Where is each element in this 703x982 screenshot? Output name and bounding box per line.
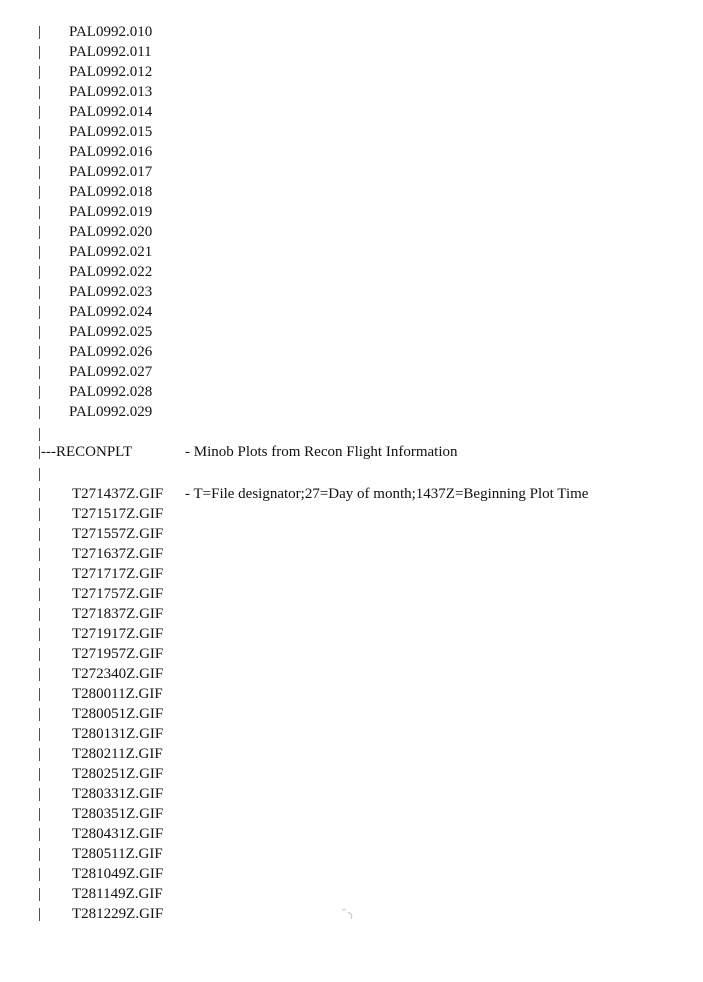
tree-connector: | [38, 846, 42, 862]
gif-file-name: T271557Z.GIF [72, 526, 164, 542]
tree-connector: | [38, 284, 42, 300]
tree-connector: | [38, 404, 42, 420]
tree-connector: | [38, 486, 42, 502]
tree-connector: | [38, 264, 42, 280]
gif-file-name: T271957Z.GIF [72, 646, 164, 662]
gif-file-name: T281149Z.GIF [72, 886, 163, 902]
tree-connector: | [38, 104, 42, 120]
recon-description: - Minob Plots from Recon Flight Information [185, 444, 458, 460]
pal-file-name: PAL0992.016 [69, 144, 153, 160]
tree-connector: | [38, 506, 42, 522]
tree-connector: | [38, 626, 42, 642]
tree-connector: | [38, 24, 42, 40]
pal-file-name: PAL0992.015 [69, 124, 153, 140]
gif-file-name: T271837Z.GIF [72, 606, 164, 622]
tree-connector: | [38, 164, 42, 180]
pal-file-name: PAL0992.025 [69, 324, 153, 340]
gif-file-name: T280131Z.GIF [72, 726, 164, 742]
gif-file-name: T280431Z.GIF [72, 826, 164, 842]
pal-file-name: PAL0992.018 [69, 184, 153, 200]
tree-connector: | [38, 84, 42, 100]
tree-connector: | [38, 786, 42, 802]
tree-connector: | [38, 586, 42, 602]
tree-connector: | [38, 606, 42, 622]
gif-naming-note: - T=File designator;27=Day of month;1437Z=Beginning Plot Time [185, 486, 589, 502]
tree-connector: | [38, 746, 42, 762]
scan-smudge [340, 906, 360, 922]
tree-connector: | [38, 826, 42, 842]
tree-connector: | [38, 666, 42, 682]
pal-file-name: PAL0992.024 [69, 304, 153, 320]
gif-file-name: T272340Z.GIF [72, 666, 164, 682]
gif-file-name: T280011Z.GIF [72, 686, 163, 702]
tree-connector: | [38, 426, 42, 442]
tree-connector: | [38, 64, 42, 80]
tree-connector: | [38, 144, 42, 160]
pal-file-name: PAL0992.013 [69, 84, 153, 100]
tree-connector: | [38, 384, 42, 400]
tree-connector: | [38, 364, 42, 380]
tree-connector: | [38, 546, 42, 562]
tree-connector: | [38, 646, 42, 662]
tree-connector: | [38, 324, 42, 340]
gif-file-name: T280331Z.GIF [72, 786, 164, 802]
tree-connector: | [38, 706, 42, 722]
tree-connector: | [38, 906, 42, 922]
tree-connector: | [38, 124, 42, 140]
pal-file-name: PAL0992.028 [69, 384, 153, 400]
pal-file-name: PAL0992.027 [69, 364, 153, 380]
pal-file-name: PAL0992.022 [69, 264, 153, 280]
pal-file-name: PAL0992.010 [69, 24, 153, 40]
tree-connector: | [38, 886, 42, 902]
tree-connector: | [38, 244, 42, 260]
tree-connector: | [38, 184, 42, 200]
gif-file-name: T271637Z.GIF [72, 546, 164, 562]
pal-file-name: PAL0992.029 [69, 404, 153, 420]
tree-connector: | [38, 806, 42, 822]
pal-file-name: PAL0992.014 [69, 104, 153, 120]
tree-connector: | [38, 766, 42, 782]
gif-file-name: T271717Z.GIF [72, 566, 164, 582]
pal-file-name: PAL0992.012 [69, 64, 153, 80]
pal-file-name: PAL0992.021 [69, 244, 153, 260]
tree-connector: | [38, 224, 42, 240]
tree-connector: | [38, 204, 42, 220]
recon-branch-label: |---RECONPLT [38, 444, 133, 460]
tree-connector: | [38, 866, 42, 882]
gif-file-name: T280051Z.GIF [72, 706, 164, 722]
pal-file-name: PAL0992.023 [69, 284, 153, 300]
pal-file-name: PAL0992.019 [69, 204, 153, 220]
pal-file-name: PAL0992.011 [69, 44, 152, 60]
gif-file-name: T280211Z.GIF [72, 746, 163, 762]
pal-file-name: PAL0992.017 [69, 164, 153, 180]
gif-file-name: T280251Z.GIF [72, 766, 164, 782]
gif-file-name: T281049Z.GIF [72, 866, 164, 882]
gif-file-name: T271917Z.GIF [72, 626, 164, 642]
gif-file-name: T271437Z.GIF [72, 486, 164, 502]
gif-file-name: T281229Z.GIF [72, 906, 164, 922]
tree-connector: | [38, 304, 42, 320]
tree-connector: | [38, 566, 42, 582]
pal-file-name: PAL0992.026 [69, 344, 153, 360]
gif-file-name: T271517Z.GIF [72, 506, 164, 522]
gif-file-name: T271757Z.GIF [72, 586, 164, 602]
tree-connector: | [38, 344, 42, 360]
tree-connector: | [38, 466, 42, 482]
pal-file-name: PAL0992.020 [69, 224, 153, 240]
tree-connector: | [38, 44, 42, 60]
gif-file-name: T280351Z.GIF [72, 806, 164, 822]
tree-connector: | [38, 686, 42, 702]
tree-connector: | [38, 526, 42, 542]
tree-connector: | [38, 726, 42, 742]
gif-file-name: T280511Z.GIF [72, 846, 163, 862]
